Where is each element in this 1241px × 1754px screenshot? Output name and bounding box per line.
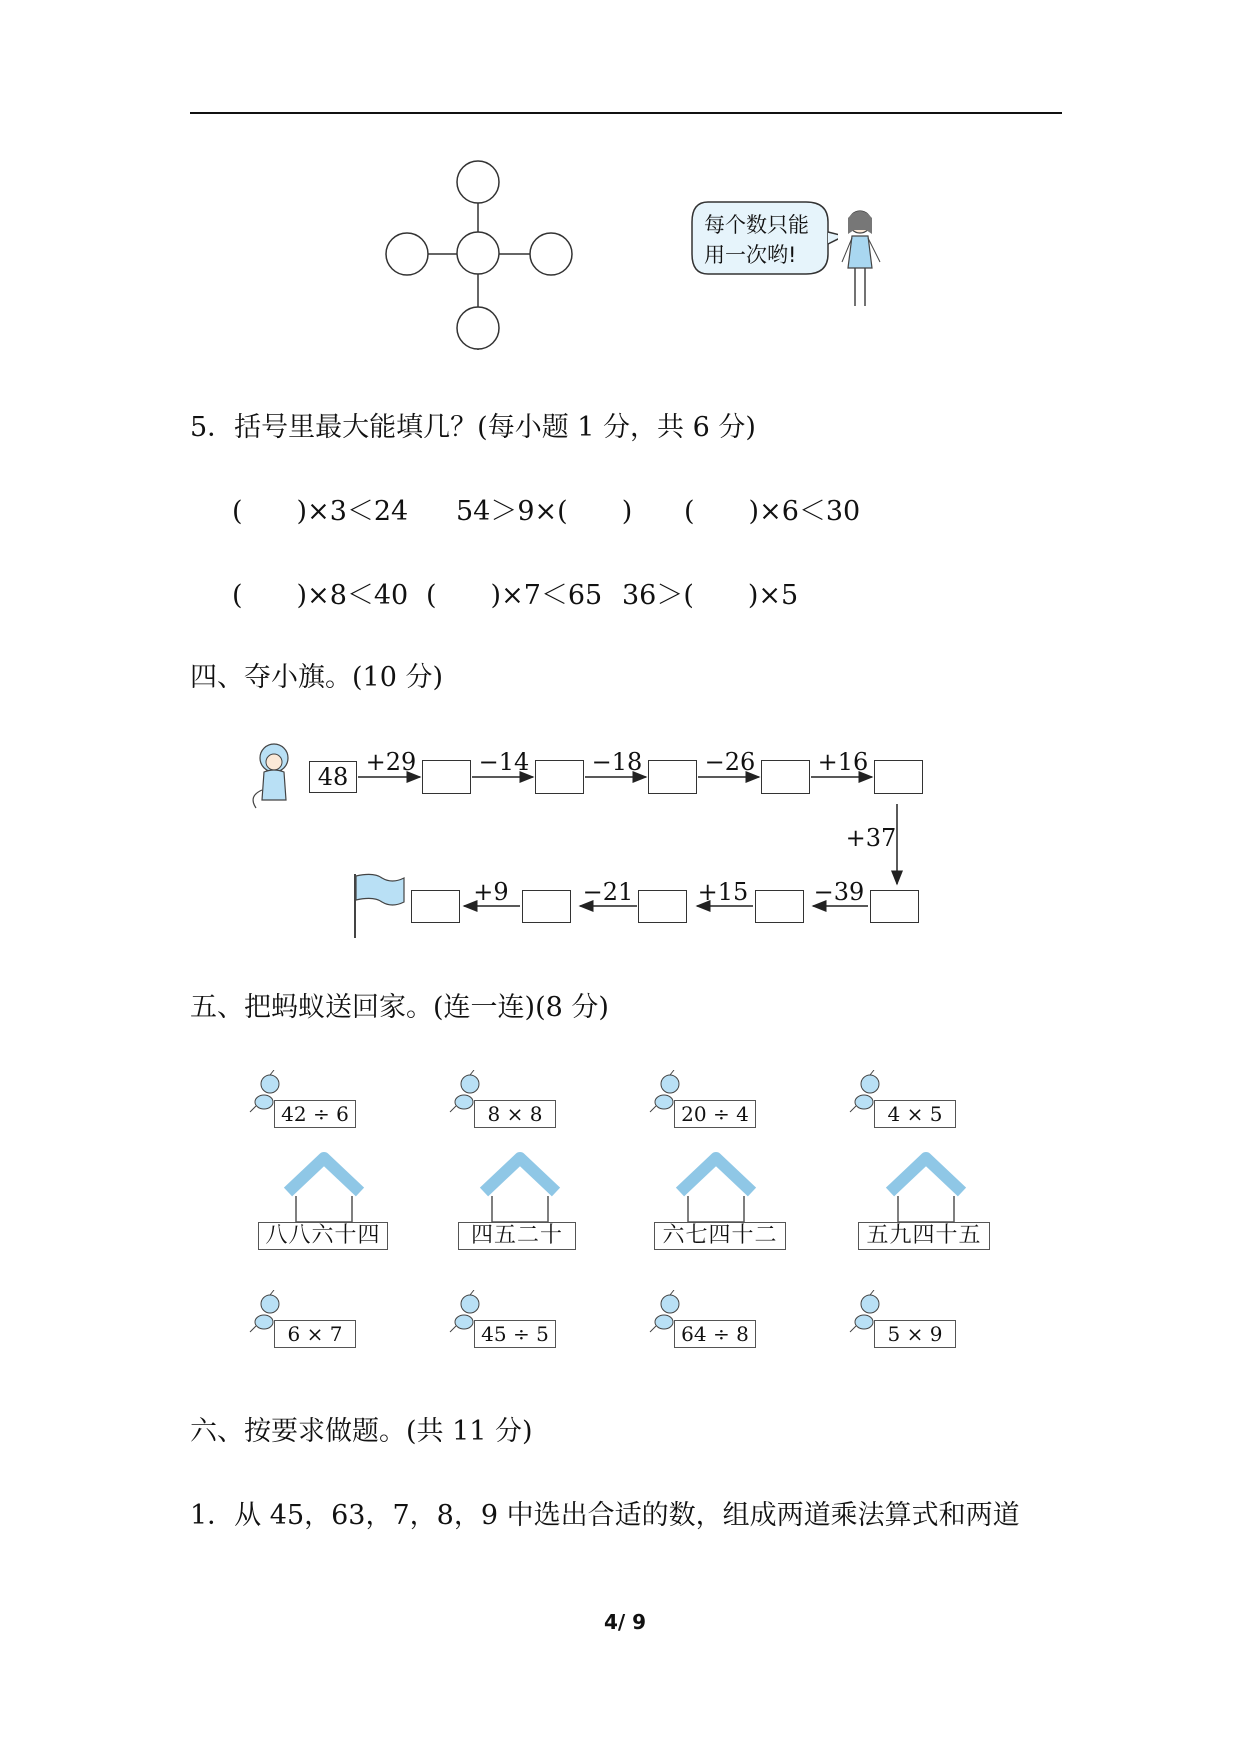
speech-line-1: 每个数只能 xyxy=(704,213,809,237)
house-label-2[interactable]: 四五二十 xyxy=(458,1222,576,1250)
house-icon xyxy=(280,1152,368,1224)
section6-q1: 1．从 45，63，7，8，9 中选出合适的数，组成两道乘法算式和两道 xyxy=(190,1500,1020,1531)
speech-line-2: 用一次哟! xyxy=(704,243,797,267)
answer-box-10[interactable] xyxy=(411,890,460,923)
ant-card-bottom-4[interactable]: 5 × 9 xyxy=(874,1320,956,1348)
ant-card-top-4[interactable]: 4 × 5 xyxy=(874,1100,956,1128)
house-label-1[interactable]: 八八六十四 xyxy=(258,1222,388,1250)
house-icon xyxy=(672,1152,760,1224)
q5-item-2: 54＞9×( ) xyxy=(456,496,633,527)
ant-card-bottom-1[interactable]: 6 × 7 xyxy=(274,1320,356,1348)
op-label: −14 xyxy=(478,748,530,776)
answer-box-1[interactable] xyxy=(422,760,471,794)
op-label: −18 xyxy=(591,748,643,776)
answer-box-3[interactable] xyxy=(648,760,697,794)
q5-item-6: 36＞( )×5 xyxy=(622,580,799,611)
op-label: −39 xyxy=(813,878,865,906)
q5-item-1: ( )×3＜24 xyxy=(232,496,409,527)
op-label: +37 xyxy=(845,824,897,852)
op-label: +29 xyxy=(365,748,417,776)
section6-title: 六、按要求做题。(共 11 分) xyxy=(190,1416,533,1447)
house-icon xyxy=(476,1152,564,1224)
section4-title: 四、夺小旗。(10 分) xyxy=(190,662,444,693)
house-label-3[interactable]: 六七四十二 xyxy=(654,1222,786,1250)
op-label: +15 xyxy=(697,878,749,906)
section5-title: 五、把蚂蚁送回家。(连一连)(8 分) xyxy=(190,992,609,1023)
answer-box-9[interactable] xyxy=(522,890,571,923)
q5-item-5: ( )×7＜65 xyxy=(426,580,603,611)
ant-card-top-3[interactable]: 20 ÷ 4 xyxy=(674,1100,756,1128)
q5-item-3: ( )×6＜30 xyxy=(684,496,861,527)
house-label-4[interactable]: 五九四十五 xyxy=(858,1222,990,1250)
answer-box-6[interactable] xyxy=(870,890,919,923)
answer-box-4[interactable] xyxy=(761,760,810,794)
op-label: −26 xyxy=(704,748,756,776)
op-label: +9 xyxy=(473,878,509,906)
flag-icon xyxy=(352,872,408,942)
op-label: +16 xyxy=(817,748,869,776)
answer-box-7[interactable] xyxy=(755,890,804,923)
ant-card-bottom-2[interactable]: 45 ÷ 5 xyxy=(474,1320,556,1348)
ant-card-top-1[interactable]: 42 ÷ 6 xyxy=(274,1100,356,1128)
house-icon xyxy=(882,1152,970,1224)
q5-title: 5．括号里最大能填几？(每小题 1 分，共 6 分) xyxy=(190,412,756,443)
start-box: 48 xyxy=(309,761,357,793)
answer-box-2[interactable] xyxy=(535,760,584,794)
page-number: 4/ 9 xyxy=(604,1610,647,1634)
answer-box-8[interactable] xyxy=(638,890,687,923)
q5-item-4: ( )×8＜40 xyxy=(232,580,409,611)
op-label: −21 xyxy=(582,878,634,906)
ant-card-bottom-3[interactable]: 64 ÷ 8 xyxy=(674,1320,756,1348)
answer-box-5[interactable] xyxy=(874,760,923,794)
ant-card-top-2[interactable]: 8 × 8 xyxy=(474,1100,556,1128)
